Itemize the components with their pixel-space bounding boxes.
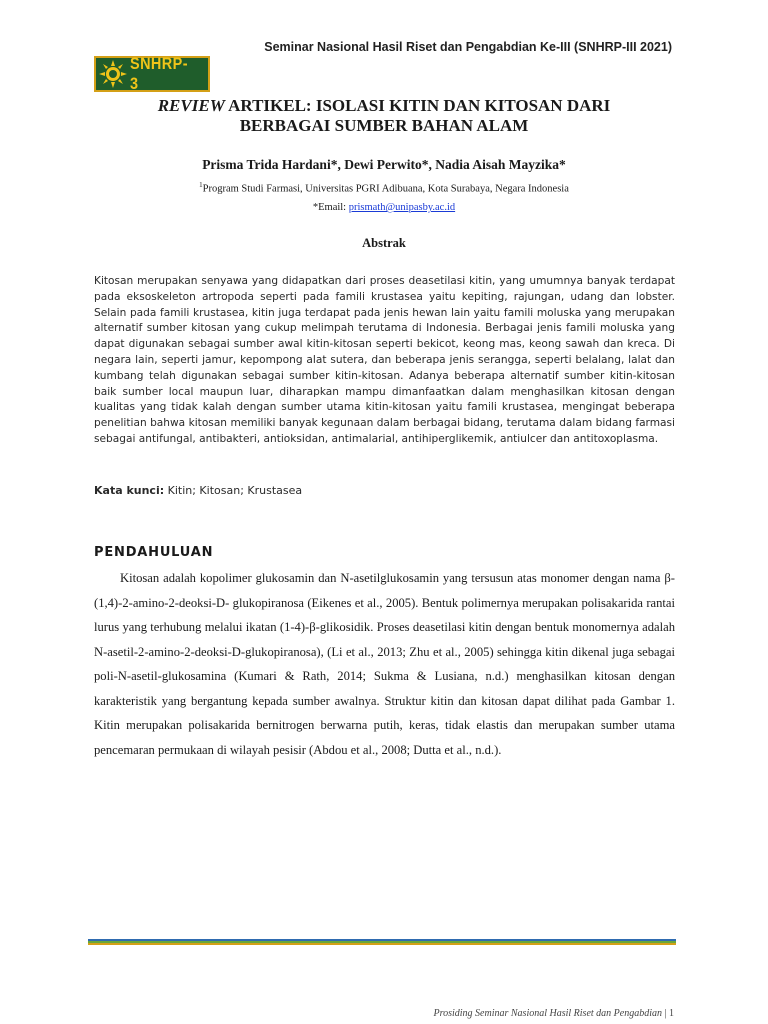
email-label: *Email: xyxy=(312,202,349,213)
sun-icon xyxy=(99,60,127,88)
page-number: 1 xyxy=(669,1008,674,1019)
authors: Prisma Trida Hardani*, Dewi Perwito*, Nadia Aisah Mayzika* xyxy=(202,157,566,172)
email-link[interactable]: prismath@unipasby.ac.id xyxy=(348,202,456,213)
section-heading-introduction: PENDAHULUAN xyxy=(94,545,214,560)
page-header xyxy=(0,38,768,98)
abstract-text: Kitosan merupakan senyawa yang didapatkan dari proses deasetilasi kitin, yang umumnya banyak terdapat pada eksoskeleton artropoda seperti pada famili krustasea yaitu kepiting, rajungan, udang dan lobster. Selain pada famili krustasea, kitin juga terdapat pada jenis hewan lain yaitu famili moluska yang merupakan alternatif sumber kitosan yang cukup melimpah terutama di Indonesia. Berbagai jenis famili moluska yang dapat digunakan sebagai sumber awal kitin-kitosan seperti bekicot, keong mas, keong sawah dan kreca. Di negara lain, seperti jamur, kepompong alat sutera, dan beberapa jenis serangga, seperti belalang, lalat dan kumbang telah digunakan sebagai sumber kitin-kitosan. Adanya beberapa alternatif sumber kitin-kitosan baik sumber local maupun luar, diharapkan mampu dimanfaatkan dalam menghasilkan kitosan dengan kualitas yang tidak kalah dengan sumber utama kitin-kitosan yaitu famili krustasea, mengingat beberapa penelitian bahwa kitosan memiliki banyak kegunaan dalam berbagai bidang, terutama dalam bidang farmasi sebagai antifungal, antibakteri, antioksidan, antimalarial, antihiperglikemik, antiulcer dan antitoxoplasma. xyxy=(94,275,675,445)
footer-separator: | xyxy=(661,1008,669,1019)
affiliation xyxy=(84,181,684,195)
title-line1: ARTIKEL: ISOLASI KITIN DAN KITOSAN DARI xyxy=(224,96,611,115)
introduction-paragraph: Kitosan adalah kopolimer glukosamin dan N-asetilglukosamin yang tersusun atas monomer dengan nama β-(1,4)-2-amino-2-deoksi-D- glukopiranosa (Eikenes et al., 2005). Bentuk polimernya merupakan polisakarida rantai lurus yang terhubung melalui ikatan (1-4)-β-glikosidik. Proses deasetilasi kitin dengan bentuk monomernya adalah N-asetil-2-amino-2-deoksi-D-glukopiranosa), (Li et al., 2013; Zhu et al., 2005) sehingga kitin dikenal juga sebagai poli-N-asetil-glukosamina (Kumari & Rath, 2014; Sukma & Lusiana, n.d.) menghasilkan kitosan dengan karakteristik yang bergantung kepada sumber awalnya. Struktur kitin dan kitosan dapat dilihat pada Gambar 1. Kitin merupakan polisakarida bernitrogen berwarna putih, keras, tidak elastis dan merupakan sumber utama pencemaran permukaan di wilayah pesisir (Abdou et al., 2008; Dutta et al., n.d.). xyxy=(94,571,675,757)
email-line xyxy=(84,202,684,213)
footer-line-gold xyxy=(88,943,676,945)
snhrp-logo xyxy=(94,56,210,92)
keywords-label: Kata kunci: xyxy=(94,484,165,497)
title-line2: BERBAGAI SUMBER BAHAN ALAM xyxy=(239,116,529,135)
paper-title xyxy=(84,96,684,136)
keywords xyxy=(94,484,675,497)
footer-proceedings: Prosiding Seminar Nasional Hasil Riset dan Pengabdian xyxy=(433,1008,662,1019)
affiliation-text: Program Studi Farmasi, Universitas PGRI Adibuana, Kota Surabaya, Negara Indonesia xyxy=(202,183,569,195)
conference-header: Seminar Nasional Hasil Riset dan Pengabdian Ke-III (SNHRP-III 2021) xyxy=(264,40,672,54)
footer-divider xyxy=(88,939,676,945)
affiliation-sup: 1 xyxy=(199,181,203,189)
footer-text xyxy=(433,1008,674,1019)
abstract-heading: Abstrak xyxy=(362,236,406,250)
logo-text: SNHRP-3 xyxy=(129,54,188,93)
title-italic: REVIEW xyxy=(157,96,225,115)
keywords-value: Kitin; Kitosan; Krustasea xyxy=(164,484,303,497)
